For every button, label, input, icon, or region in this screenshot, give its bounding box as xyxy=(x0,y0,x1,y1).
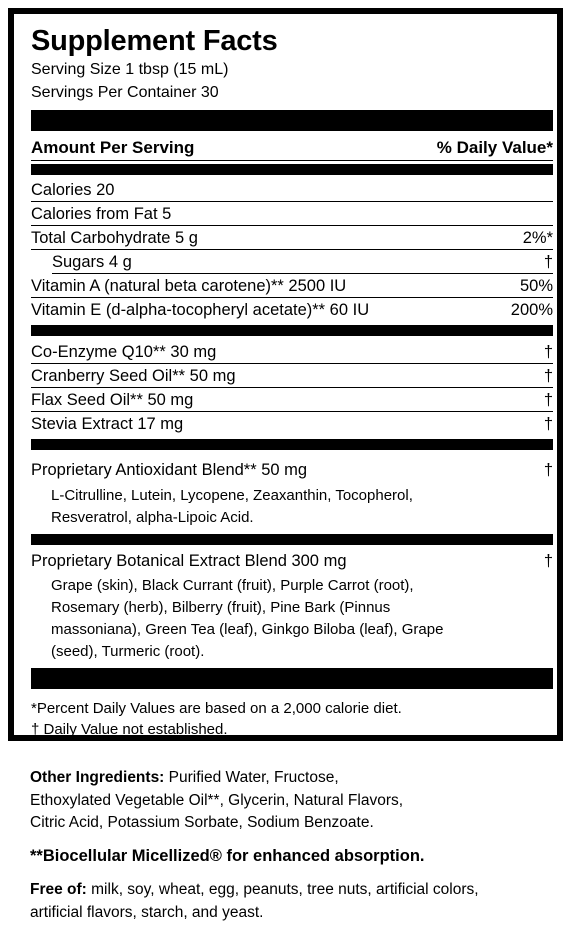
thick-divider xyxy=(31,439,553,450)
nutrient-label: Calories 20 xyxy=(31,181,115,199)
nutrient-label: Vitamin A (natural beta carotene)** 2500 IU xyxy=(31,277,347,295)
other-ingredients-text: Citric Acid, Potassium Sorbate, Sodium Benzoate. xyxy=(30,814,374,831)
ingredient-label: Flax Seed Oil** 50 mg xyxy=(31,391,194,409)
nutrient-value: † xyxy=(543,253,553,271)
nutrient-label: Sugars 4 g xyxy=(52,253,132,271)
daily-value-label: % Daily Value* xyxy=(436,138,553,157)
ingredient-row xyxy=(31,413,553,436)
header-row xyxy=(31,135,553,161)
ingredient-row xyxy=(31,341,553,364)
nutrient-row xyxy=(31,203,553,226)
other-ingredients xyxy=(30,767,575,835)
ingredient-value: † xyxy=(543,367,553,385)
blend-line: L-Citrulline, Lutein, Lycopene, Zeaxanthin, Tocopherol, xyxy=(51,487,413,504)
daily-value-footnote: *Percent Daily Values are based on a 2,000 calorie diet. xyxy=(31,700,402,717)
nutrient-row xyxy=(31,179,553,202)
blend-ingredients xyxy=(51,575,531,663)
nutrient-value: 200% xyxy=(510,301,553,319)
blend-line: Grape (skin), Black Currant (fruit), Purple Carrot (root), xyxy=(51,577,414,594)
thick-divider xyxy=(31,110,553,131)
blend-line: Resveratrol, alpha-Lipoic Acid. xyxy=(51,509,254,526)
ingredient-row xyxy=(31,365,553,388)
other-ingredients-text: Ethoxylated Vegetable Oil**, Glycerin, Natural Flavors, xyxy=(30,791,404,809)
blend-line: (seed), Turmeric (root). xyxy=(51,643,205,660)
ingredient-label: Cranberry Seed Oil** 50 mg xyxy=(31,367,236,385)
blend-line: Rosemary (herb), Bilberry (fruit), Pine Bark (Pinnus xyxy=(51,599,391,616)
blend-ingredients xyxy=(51,485,531,529)
ingredient-label: Co-Enzyme Q10** 30 mg xyxy=(31,343,217,361)
thick-divider xyxy=(31,164,553,175)
nutrient-value: 50% xyxy=(519,277,553,295)
serving-size: Serving Size 1 tbsp (15 mL) xyxy=(31,61,229,78)
amount-per-serving-label: Amount Per Serving xyxy=(31,138,195,157)
ingredient-value: † xyxy=(543,343,553,361)
servings-per-container: Servings Per Container 30 xyxy=(31,84,219,101)
nutrient-value: 2%* xyxy=(522,229,553,247)
thick-divider xyxy=(31,325,553,336)
thick-divider xyxy=(31,668,553,689)
ingredient-row xyxy=(31,389,553,412)
nutrient-row xyxy=(52,251,553,274)
other-ingredients-text: Purified Water, Fructose, xyxy=(164,769,339,786)
nutrient-label: Total Carbohydrate 5 g xyxy=(31,229,198,247)
biocellular-note: **Biocellular Micellized® for enhanced absorption. xyxy=(30,847,425,865)
free-of-text: milk, soy, wheat, egg, peanuts, tree nuts, artificial colors, xyxy=(86,881,479,898)
ingredient-value: † xyxy=(543,415,553,433)
blend-value: † xyxy=(543,552,553,570)
blend-value: † xyxy=(543,461,553,479)
nutrient-row xyxy=(31,275,553,298)
ingredient-value: † xyxy=(543,391,553,409)
dagger-footnote: † Daily Value not established. xyxy=(31,721,228,738)
blend-title xyxy=(31,550,553,572)
free-of xyxy=(30,879,575,924)
free-of-text: artificial flavors, starch, and yeast. xyxy=(30,903,264,921)
panel-title: Supplement Facts xyxy=(31,25,278,57)
blend-name: Proprietary Antioxidant Blend** 50 mg xyxy=(31,461,308,479)
free-of-label: Free of: xyxy=(30,881,87,898)
blend-title xyxy=(31,459,553,481)
other-ingredients-label: Other Ingredients: xyxy=(30,769,165,786)
thick-divider xyxy=(31,534,553,545)
blend-line: massoniana), Green Tea (leaf), Ginkgo Biloba (leaf), Grape xyxy=(51,621,444,638)
nutrient-label: Vitamin E (d-alpha-tocopheryl acetate)** 60 IU xyxy=(31,301,370,319)
supplement-facts-panel xyxy=(8,8,563,741)
nutrient-row xyxy=(31,227,553,250)
blend-name: Proprietary Botanical Extract Blend 300 mg xyxy=(31,552,347,570)
ingredient-label: Stevia Extract 17 mg xyxy=(31,415,184,433)
nutrient-row xyxy=(31,299,553,322)
nutrient-label: Calories from Fat 5 xyxy=(31,205,172,223)
